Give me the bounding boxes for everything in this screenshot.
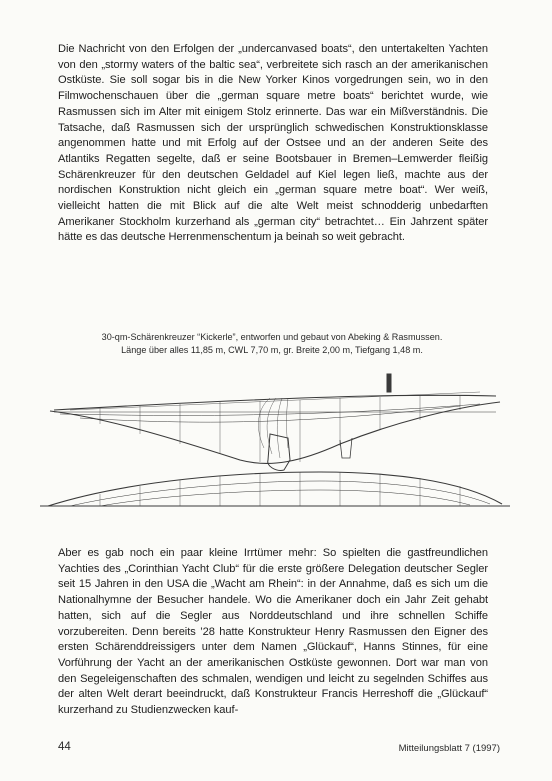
body-paragraph-bottom: Aber es gab noch ein paar kleine Irrtümer mehr: So spielten die gastfreundlichen Yachties des „Corinthian Yacht Club“ für die erste größere Delegation deutscher Segler seit 15 Jahren in den USA die „Wacht am Rhein“: in der Annahme, daß es sich um die Nationalhymne der Besucher handele. Wo die Amerikaner doch ein Jahr Zeit gehabt hatten, sich auf die Segler aus Norddeutschland und ihre schnellen Schiffe vorzubereiten. Denn bereits ’28 hatte Konstrukteur Henry Rasmussen den Eigner des ersten Schärenddreissigers unter dem Namen „Glückauf“, Hanns Stinnes, für eine Vorführung der Yacht an der amerikanischen Ostküste gewonnen. Dort war man von den Segeleigenschaften des schmalen, wendigen und leicht zu segelnden Schiffes aus der alten Welt derart beeindruckt, daß Konstrukteur Francis Herreshoff die „Glückauf“ kurzerhand zu Studienzwecken kauf-	[58, 547, 488, 717]
half-breadth-inner	[70, 481, 490, 506]
diagonal-line	[70, 392, 480, 410]
keel-outline	[268, 434, 290, 470]
half-breadth-upper	[48, 472, 502, 506]
page-number: 44	[58, 741, 71, 753]
waterline-3	[80, 406, 460, 422]
mast-stub	[387, 374, 391, 392]
caption-line-1: 30-qm-Schärenkreuzer “Kickerle”, entworfen und gebaut von Abeking & Rasmussen.	[101, 332, 443, 342]
publication-title: Mitteilungsblatt 7 (1997)	[398, 743, 500, 754]
hull-profile	[50, 402, 500, 463]
body-paragraph-top: Die Nachricht von den Erfolgen der „undercanvased boats“, den untertakelten Yachten von den „stormy waters of the baltic sea“, verbreitete sich rasch an der amerikanischen Ostküste. Sie soll sogar bis in die New Yorker Kinos vorgedrungen sein, wo in den Filmwochenschauen über die „german square metre boats“ berichtet wurde, wie Rasmussen sich im Alter mit einigem Stolz erinnerte. Das war ein Mißverständnis. Die Tatsache, daß Rasmussen sich der ursprünglich schwedischen Konstruktionsklasse angenommen hatte und mit Erfolg auf der Ostsee und an der anderen Seite des Atlantiks Regatten segelte, daß er seine Bootsbauer in Bremen–Lemwerder fleißig Schärenkreuzer für den deutschen Geldadel auf Kiel legen ließ, machte aus der nordischen Konstruktion nicht gleich ein „german square metre boat“. Wer weiß, vielleicht hatten die mit Blick auf die alte Welt meist schnodderig unbedarften Amerikaner Stockholm kurzerhand als „german city“ betrachtet… Ein Jahrzent später hätte es das deutsche Herrenmenschentum ja beinah so weit gebracht.	[58, 43, 488, 244]
half-breadth-inner-2	[100, 490, 470, 506]
hull-lines-drawing	[40, 368, 510, 518]
figure-caption	[60, 331, 484, 357]
rudder	[340, 438, 352, 458]
caption-line-2: Länge über alles 11,85 m, CWL 7,70 m, gr. Breite 2,00 m, Tiefgang 1,48 m.	[121, 345, 423, 355]
section-curves	[258, 398, 288, 458]
